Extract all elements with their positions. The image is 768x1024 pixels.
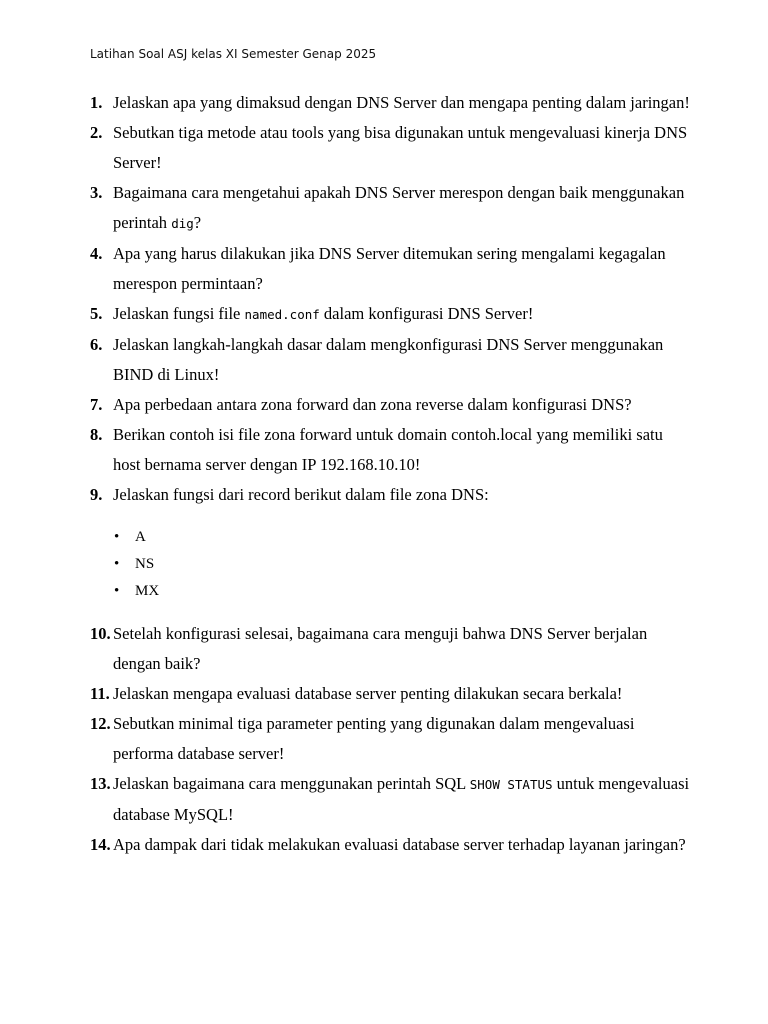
question-number: 11. (90, 684, 110, 703)
question-text: Jelaskan apa yang dimaksud dengan DNS Server dan mengapa penting dalam jaringan! (113, 93, 690, 112)
record-list (90, 524, 690, 605)
inline-code: SHOW STATUS (469, 777, 553, 792)
question-text-part: Bagaimana cara mengetahui apakah DNS Server merespon dengan baik menggunakan perintah (113, 183, 685, 232)
question-text (113, 299, 690, 330)
question-text-part: dalam konfigurasi DNS Server! (319, 304, 534, 323)
question-text: Jelaskan fungsi dari record berikut dalam file zona DNS: (113, 485, 489, 504)
question-text: Apa yang harus dilakukan jika DNS Server ditemukan sering mengalami kegagalan merespon permintaan? (113, 244, 666, 293)
question-number: 8. (90, 425, 103, 444)
question-item (90, 420, 690, 480)
question-item (90, 619, 690, 679)
question-text: Berikan contoh isi file zona forward untuk domain contoh.local yang memiliki satu host bernama server dengan IP 192.168.10.10! (113, 425, 663, 474)
question-text: Jelaskan mengapa evaluasi database server penting dilakukan secara berkala! (113, 684, 623, 703)
question-number: 10. (90, 624, 111, 643)
bullet-icon: • (114, 583, 120, 599)
question-text-part: untuk mengevaluasi database MySQL! (113, 774, 690, 824)
question-item (90, 679, 690, 709)
record-name: NS (135, 556, 155, 572)
list-item (90, 578, 690, 605)
question-number: 13. (90, 774, 111, 793)
question-text (113, 769, 690, 830)
question-number: 9. (90, 485, 103, 504)
question-text: Setelah konfigurasi selesai, bagaimana cara menguji bahwa DNS Server berjalan dengan baik? (113, 624, 648, 673)
question-item (90, 88, 690, 118)
question-number: 14. (90, 835, 111, 854)
question-item (90, 239, 690, 299)
question-item (90, 769, 690, 830)
record-name: MX (135, 583, 160, 599)
list-item (90, 524, 690, 551)
question-number: 2. (90, 123, 103, 142)
question-text-part: Jelaskan fungsi file (113, 304, 245, 323)
question-number: 5. (90, 304, 103, 323)
question-list (90, 88, 690, 860)
question-text: Sebutkan tiga metode atau tools yang bisa digunakan untuk mengevaluasi kinerja DNS Server! (113, 123, 688, 172)
question-item (90, 178, 690, 239)
question-text: Apa perbedaan antara zona forward dan zona reverse dalam konfigurasi DNS? (113, 395, 632, 414)
question-text (113, 178, 690, 239)
question-text: Sebutkan minimal tiga parameter penting yang digunakan dalam mengevaluasi performa database server! (113, 714, 635, 763)
question-text-part: Jelaskan bagaimana cara menggunakan perintah SQL (113, 774, 470, 793)
question-number: 1. (90, 93, 103, 112)
question-item (90, 390, 690, 420)
question-text-part: ? (193, 213, 202, 232)
page-header: Latihan Soal ASJ kelas XI Semester Genap 2025 (90, 47, 377, 61)
bullet-icon: • (114, 556, 120, 572)
question-number: 3. (90, 183, 103, 202)
bullet-icon: • (114, 529, 120, 545)
question-item (90, 480, 690, 510)
question-number: 4. (90, 244, 103, 263)
question-number: 7. (90, 395, 103, 414)
question-text: Apa dampak dari tidak melakukan evaluasi database server terhadap layanan jaringan? (113, 835, 686, 854)
question-item (90, 709, 690, 769)
question-item (90, 118, 690, 178)
question-number: 12. (90, 714, 111, 733)
record-name: A (135, 529, 146, 545)
inline-code: dig (171, 216, 194, 231)
inline-code: named.conf (244, 307, 320, 322)
question-text: Jelaskan langkah-langkah dasar dalam mengkonfigurasi DNS Server menggunakan BIND di Linux! (113, 335, 664, 384)
question-item (90, 299, 690, 330)
question-item (90, 330, 690, 390)
list-item (90, 551, 690, 578)
question-item (90, 830, 690, 860)
question-number: 6. (90, 335, 103, 354)
